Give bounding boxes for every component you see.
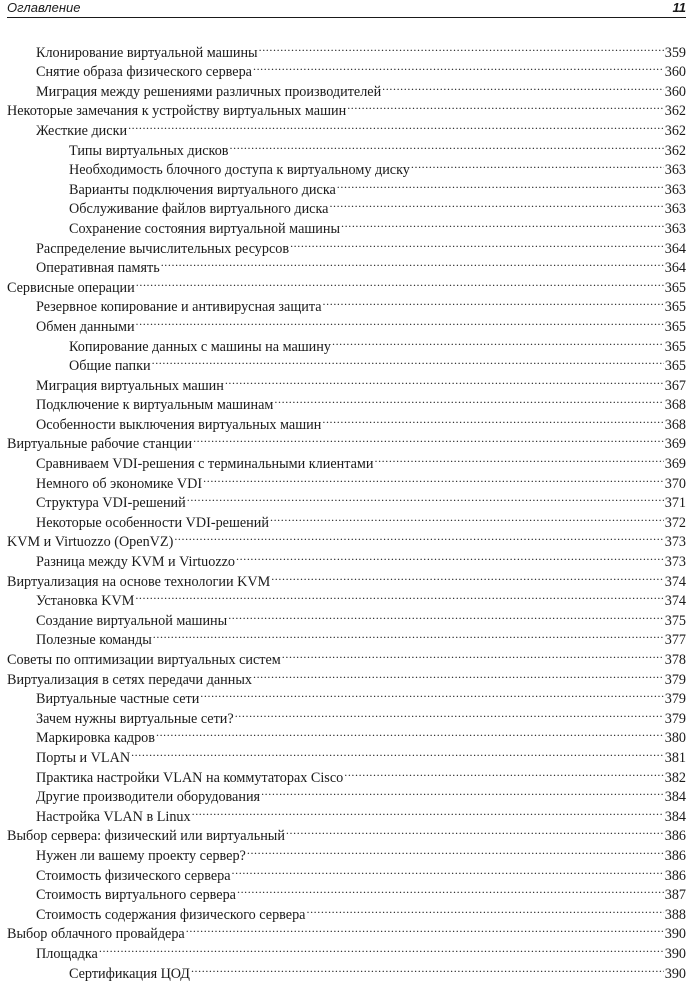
toc-entry-page: 379 — [664, 691, 686, 708]
toc-entry-page: 374 — [664, 593, 686, 610]
toc-entry-title: Копирование данных с машины на машину — [69, 338, 331, 355]
toc-entry-page: 384 — [664, 808, 686, 825]
toc-entry-title: KVM и Virtuozzo (OpenVZ) — [7, 534, 174, 551]
toc-entry-page: 363 — [664, 201, 686, 218]
toc-entry-title: Выбор сервера: физический или виртуальный — [7, 828, 285, 845]
toc-dot-leader — [191, 958, 664, 978]
toc-dot-leader — [192, 801, 664, 821]
toc-entry-page: 390 — [664, 965, 686, 982]
toc-dot-leader — [200, 684, 663, 704]
toc-entry-title: Стоимость содержания физического сервера — [36, 906, 306, 923]
toc-dot-leader — [156, 723, 664, 743]
toc-entry-page: 365 — [664, 318, 686, 335]
toc-dot-leader — [228, 605, 664, 625]
toc-dot-leader — [274, 390, 663, 410]
toc-entry-title: Распределение вычислительных ресурсов — [36, 240, 290, 257]
toc-entry-page: 387 — [664, 887, 686, 904]
toc-entry-page: 369 — [664, 436, 686, 453]
toc-entry-title: Обслуживание файлов виртуального диска — [69, 201, 329, 218]
toc-dot-leader — [329, 194, 663, 214]
toc-entry-title: Оперативная память — [36, 260, 160, 277]
toc-entry-page: 362 — [664, 122, 686, 139]
toc-entry-title: Немного об экономике VDI — [36, 475, 203, 492]
toc-dot-leader — [128, 115, 664, 135]
toc-entry-page: 379 — [664, 671, 686, 688]
toc-dot-leader — [344, 762, 663, 782]
toc-entry-page: 364 — [664, 260, 686, 277]
toc-dot-leader — [253, 664, 664, 684]
toc-entry-page: 378 — [664, 652, 686, 668]
toc-dot-leader — [232, 860, 664, 880]
toc-entry-title: Необходимость блочного доступа к виртуальному диску — [69, 162, 410, 179]
toc-entry-title: Клонирование виртуальной машины — [36, 44, 258, 61]
toc-entry-title: Виртуальные частные сети — [36, 691, 200, 708]
toc-entry-title: Полезные команды — [36, 632, 152, 649]
toc-entry-title: Некоторые особенности VDI-решений — [36, 514, 269, 531]
toc-entry-title: Установка KVM — [36, 593, 135, 610]
toc-dot-leader — [271, 566, 664, 586]
toc-entry-title: Виртуальные рабочие станции — [7, 436, 193, 453]
toc-dot-leader — [235, 703, 664, 723]
toc-entry-page: 365 — [664, 338, 686, 355]
toc-dot-leader — [253, 57, 664, 77]
toc-dot-leader — [261, 782, 664, 802]
toc-entry-page: 372 — [664, 514, 686, 531]
toc-entry-page: 390 — [664, 945, 686, 962]
toc-entry-page: 390 — [664, 926, 686, 943]
toc-entry-page: 369 — [664, 456, 686, 473]
toc-dot-leader — [286, 821, 664, 841]
toc-dot-leader — [161, 253, 664, 273]
toc-entry-page: 380 — [664, 730, 686, 747]
toc-entry-title: Виртуализация в сетях передачи данных — [7, 671, 252, 688]
toc-dot-leader — [290, 233, 664, 253]
toc-entry-title: Сервисные операции — [7, 279, 135, 296]
toc-entry-page: 386 — [664, 847, 686, 864]
toc-dot-leader — [347, 96, 664, 116]
toc-entry-title: Другие производители оборудования — [36, 789, 261, 806]
toc-entry-page: 360 — [664, 83, 686, 100]
toc-entry-page: 382 — [664, 769, 686, 786]
toc-entry-title: Жесткие диски — [36, 122, 128, 139]
toc-dot-leader — [187, 488, 664, 508]
toc-entry-page: 388 — [664, 906, 686, 923]
toc-entry-title: Практика настройки VLAN на коммутаторах Cisco — [36, 769, 344, 786]
toc-entry-title: Особенности выключения виртуальных машин — [36, 416, 322, 433]
toc-entry-page: 375 — [664, 612, 686, 629]
toc-entry-title: Зачем нужны виртуальные сети? — [36, 710, 234, 727]
toc-entry-page: 373 — [664, 554, 686, 571]
toc-entry[interactable] — [7, 37, 686, 61]
toc-entry-title: Сравниваем VDI-решения с терминальными клиентами — [36, 456, 374, 473]
toc-entry-title: Резервное копирование и антивирусная защита — [36, 299, 322, 316]
toc-entry-title: Стоимость физического сервера — [36, 867, 231, 884]
toc-entry-title: Площадка — [36, 945, 98, 962]
toc-dot-leader — [193, 429, 664, 449]
toc-dot-leader — [131, 742, 664, 762]
toc-entry-page: 373 — [664, 534, 686, 551]
toc-entry-page: 364 — [664, 240, 686, 257]
toc-dot-leader — [322, 409, 663, 429]
toc-entry-title: Миграция виртуальных машин — [36, 377, 224, 394]
toc-dot-leader — [153, 625, 664, 645]
toc-entry-page: 359 — [664, 44, 686, 61]
running-header-title: Оглавление — [7, 0, 81, 15]
toc-entry-page: 370 — [664, 475, 686, 492]
toc-dot-leader — [382, 76, 664, 96]
toc-entry-title: Порты и VLAN — [36, 749, 131, 766]
toc-entry-page: 368 — [664, 397, 686, 414]
page-number: 11 — [672, 0, 686, 15]
toc-dot-leader — [203, 468, 664, 488]
table-of-contents — [7, 37, 686, 982]
toc-entry-page: 371 — [664, 495, 686, 512]
toc-entry-title: Общие папки — [69, 358, 151, 375]
toc-dot-leader — [136, 272, 664, 292]
toc-entry-page: 377 — [664, 632, 686, 649]
toc-entry-title: Советы по оптимизации виртуальных систем — [7, 652, 281, 668]
toc-entry-page: 362 — [664, 142, 686, 159]
toc-entry-title: Обмен данными — [36, 318, 135, 335]
toc-dot-leader — [306, 899, 663, 919]
toc-dot-leader — [236, 546, 664, 566]
toc-entry-title: Разница между KVM и Virtuozzo — [36, 554, 236, 571]
toc-entry-title: Выбор облачного провайдера — [7, 926, 185, 943]
toc-dot-leader — [135, 586, 663, 606]
toc-dot-leader — [225, 370, 664, 390]
toc-dot-leader — [247, 840, 664, 860]
toc-dot-leader — [230, 135, 664, 155]
toc-entry-page: 365 — [664, 358, 686, 375]
toc-entry-title: Виртуализация на основе технологии KVM — [7, 573, 271, 590]
toc-entry-page: 363 — [664, 220, 686, 237]
toc-entry-title: Сохранение состояния виртуальной машины — [69, 220, 341, 237]
toc-entry-title: Структура VDI-решений — [36, 495, 186, 512]
toc-entry-page: 367 — [664, 377, 686, 394]
toc-entry-page: 368 — [664, 416, 686, 433]
toc-entry-page: 384 — [664, 789, 686, 806]
toc-entry[interactable] — [7, 958, 686, 982]
toc-entry-title: Настройка VLAN в Linux — [36, 808, 191, 825]
toc-entry-page: 363 — [664, 162, 686, 179]
toc-dot-leader — [237, 880, 664, 900]
toc-entry-page: 381 — [664, 749, 686, 766]
toc-entry[interactable] — [7, 938, 686, 962]
toc-dot-leader — [136, 311, 664, 331]
toc-entry-title: Стоимость виртуального сервера — [36, 887, 236, 904]
toc-entry-title: Сертификация ЦОД — [69, 965, 190, 982]
toc-entry-page: 362 — [664, 103, 686, 120]
toc-entry-title: Варианты подключения виртуального диска — [69, 181, 336, 198]
toc-entry-title: Нужен ли вашему проекту сервер? — [36, 847, 246, 864]
toc-dot-leader — [99, 938, 664, 958]
toc-dot-leader — [337, 174, 664, 194]
toc-entry-page: 374 — [664, 573, 686, 590]
toc-entry-title: Миграция между решениями различных производителей — [36, 83, 382, 100]
toc-entry-title: Подключение к виртуальным машинам — [36, 397, 274, 414]
toc-entry-page: 386 — [664, 828, 686, 845]
toc-entry-title: Типы виртуальных дисков — [69, 142, 229, 159]
toc-dot-leader — [270, 507, 664, 527]
toc-dot-leader — [174, 527, 663, 547]
toc-dot-leader — [341, 213, 664, 233]
toc-dot-leader — [411, 155, 664, 175]
toc-dot-leader — [323, 292, 664, 312]
toc-entry-title: Некоторые замечания к устройству виртуальных машин — [7, 103, 347, 120]
toc-entry-page: 365 — [664, 279, 686, 296]
toc-entry-page: 365 — [664, 299, 686, 316]
toc-dot-leader — [259, 37, 664, 57]
toc-entry-page: 379 — [664, 710, 686, 727]
toc-dot-leader — [152, 351, 664, 371]
toc-entry-page: 360 — [664, 64, 686, 81]
toc-dot-leader — [374, 448, 663, 468]
toc-entry-title: Маркировка кадров — [36, 730, 155, 747]
toc-dot-leader — [332, 331, 664, 351]
running-header — [7, 0, 686, 18]
toc-entry-page: 363 — [664, 181, 686, 198]
toc-dot-leader — [186, 919, 664, 939]
toc-dot-leader — [282, 644, 664, 664]
toc-entry-title: Создание виртуальной машины — [36, 612, 228, 629]
toc-entry-title: Снятие образа физического сервера — [36, 64, 252, 81]
toc-entry-page: 386 — [664, 867, 686, 884]
